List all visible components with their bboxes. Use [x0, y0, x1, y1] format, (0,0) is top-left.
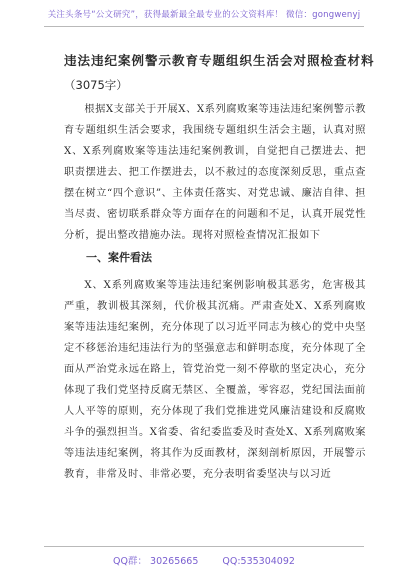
header-banner: [0, 8, 408, 20]
section-1-paragraph: X、X系列腐败案等违法违纪案例影响极其恶劣，危害极其严重，教训极其深刻，代价极其沉痛。严肃查处X、X系列腐败案等违法违纪案例，充分体现了以习近平同志为核心的党中央坚定不移惩治违纪违法行为的坚强意志和鲜明态度，充分体现了全面从严治党永远在路上，管党治党一刻不停歇的坚定决心，充分体现了我们党坚持反腐无禁区、全覆盖，零容忍，党纪国法面前人人平等的原则，充分体现了我们党推进党风廉洁建设和反腐败斗争的强烈担当。X省委、省纪委监委及时查处X、X系列腐败案等违法违纪案例，将其作为反面教材，深刻剖析原因，开展警示教育，非常及时、非常必要，充分表明省委坚决与以习近: [64, 280, 366, 480]
intro-paragraph: 根据X支部关于开展X、X系列腐败案等违法违纪案例警示教育专题组织生活会要求，我围绕专题组织生活会主题，认真对照X、X系列腐败案等违法违纪案例教训，自觉把自己摆进去、把职责摆进去、把工作摆进去，以不赦过的态度深刻反思，重点查摆在树立“四个意识”、主体责任落实、对党忠诚、廉洁自律、担当尽责、密切联系群众等方面存在的问题和不足，认真开展党性分析，提出整改措施办法。现将对照检查情况汇报如下: [64, 104, 366, 241]
qq-group-contact[interactable]: QQ群： 30265665: [113, 556, 199, 567]
document-title: 违法违纪案例警示教育专题组织生活会对照检查材料: [64, 53, 375, 68]
wechat-id[interactable]: gongwenyj: [312, 10, 361, 20]
header-divider: [44, 26, 364, 27]
footer-divider: [44, 546, 364, 547]
document-body: [64, 52, 375, 485]
section-heading-case-view: 一、案件看法: [86, 251, 152, 264]
word-count: （3075字）: [64, 78, 128, 92]
footer-contacts: [0, 553, 408, 567]
qq-contact[interactable]: QQ:535304092: [222, 556, 295, 567]
banner-text: 关注头条号“公文研究”，获得最新最全最专业的公文资料库！ 微信：: [47, 10, 313, 20]
